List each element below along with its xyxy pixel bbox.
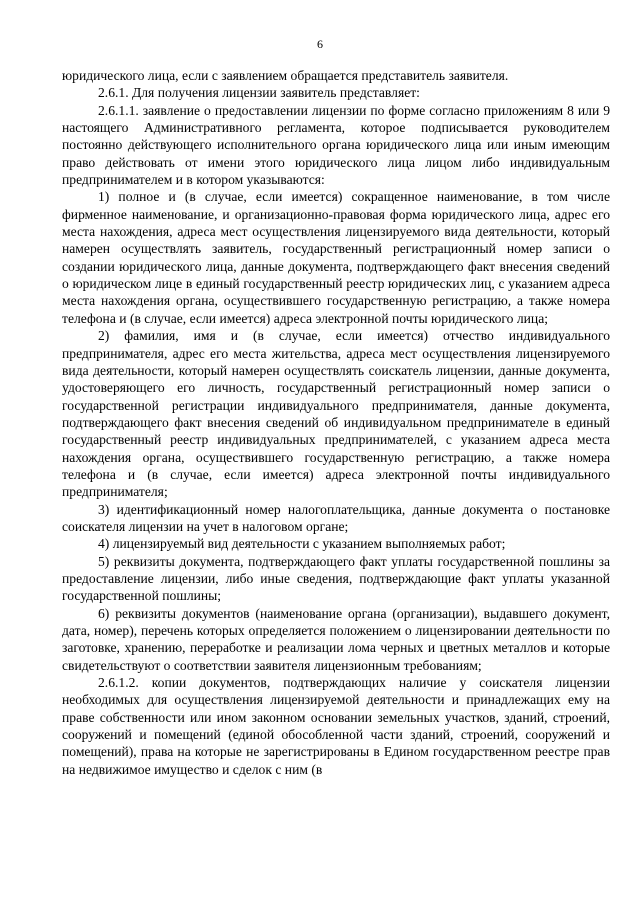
list-item-3: 3) идентификационный номер налогоплательщика, данные документа о постановке соискателя лицензии на учет в налоговом органе; bbox=[62, 501, 610, 534]
list-item-2: 2) фамилия, имя и (в случае, если имеется) отчество индивидуального предпринимателя, адрес его места жительства, адреса мест осуществления лицензируемого вида деятельности, который намерен осуществлять соискатель лицензии, данные документа, удостоверяющего его личность, государственный регистрационный номер записи о государственной регистрации индивидуального предпринимателя, данные документа, подтверждающего факт внесения сведений об индивидуальном предпринимателе в единый государственный реестр индивидуальных предпринимателей, с указанием адреса места нахождения органа, осуществившего государственную регистрацию, а также номера телефона и (в случае, если имеется) адреса электронной почты индивидуального предпринимателя; bbox=[62, 328, 610, 500]
document-body bbox=[62, 67, 610, 778]
page-number: 6 bbox=[317, 37, 323, 51]
paragraph-2-6-1: 2.6.1. Для получения лицензии заявитель представляет: bbox=[98, 85, 420, 101]
list-item-6: 6) реквизиты документов (наименование органа (организации), выдавшего документ, дата, номер), перечень которых определяется положением о лицензировании деятельности по заготовке, хранению, переработке и реализации лома черных и цветных металлов и которые свидетельствуют о соответствии заявителя лицензионным требованиям; bbox=[62, 605, 610, 673]
list-item-1: 1) полное и (в случае, если имеется) сокращенное наименование, в том числе фирменное наименование, и организационно-правовая форма юридического лица, адрес его места нахождения, адреса мест осуществления лицензируемого вида деятельности, который намерен осуществлять заявитель, государственный регистрационный номер записи о создании юридического лица, данные документа, подтверждающего факт внесения сведений о юридическом лице в единый государственный реестр юридических лиц, с указанием адреса места нахождения органа, осуществившего государственную регистрацию, а также номера телефона и (в случае, если имеется) адреса электронной почты юридического лица; bbox=[62, 189, 610, 326]
list-item-5: 5) реквизиты документа, подтверждающего факт уплаты государственной пошлины за предоставление лицензии, либо иные сведения, подтверждающие факт уплаты указанной государственной пошлины; bbox=[62, 553, 610, 604]
paragraph-continuation: юридического лица, если с заявлением обращается представитель заявителя. bbox=[62, 68, 509, 83]
list-item-4: 4) лицензируемый вид деятельности с указанием выполняемых работ; bbox=[98, 536, 506, 552]
paragraph-2-6-1-1: 2.6.1.1. заявление о предоставлении лицензии по форме согласно приложениям 8 или 9 настоящего Административного регламента, которое подписывается руководителем постоянно действующего исполнительного органа юридического лица или иным имеющим право действовать от имени этого юридического лица лицом либо индивидуальным предпринимателем и в котором указываются: bbox=[62, 102, 610, 188]
paragraph-2-6-1-2: 2.6.1.2. копии документов, подтверждающих наличие у соискателя лицензии необходимых для осуществления лицензируемой деятельности и принадлежащих ему на праве собственности или ином законном основании земельных участков, зданий, строений, сооружений и помещений (единой обособленной части зданий, строений, сооружений и помещений), права на которые не зарегистрированы в Едином государственном реестре прав на недвижимое имущество и сделок с ним (в bbox=[62, 675, 610, 777]
